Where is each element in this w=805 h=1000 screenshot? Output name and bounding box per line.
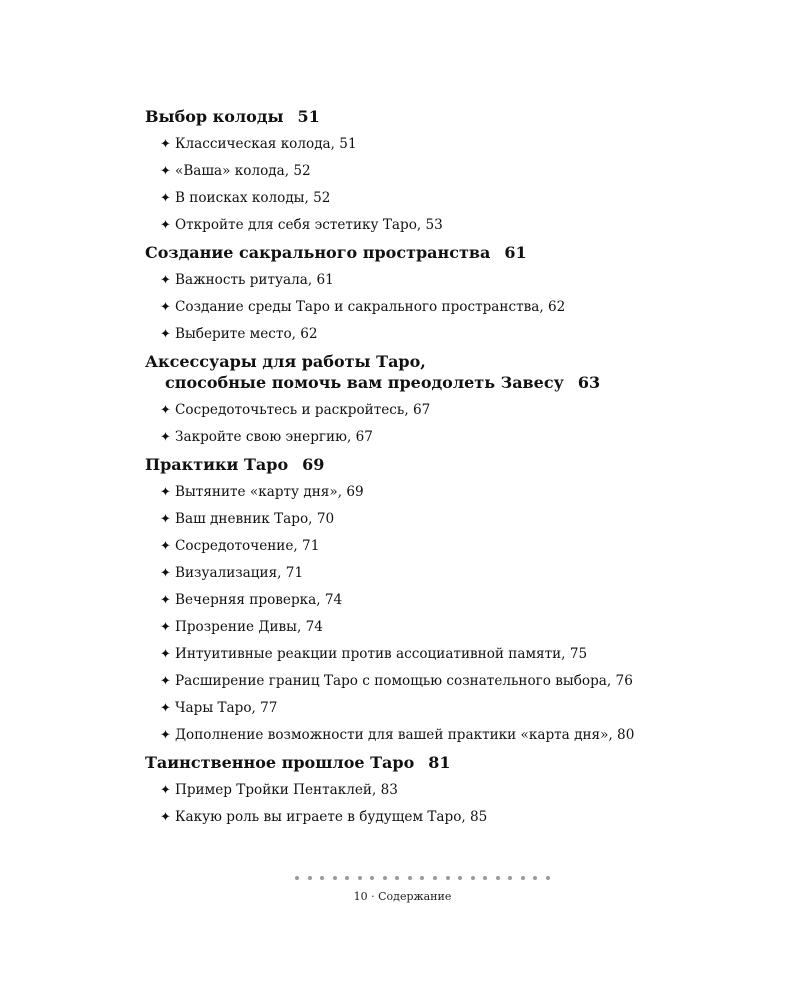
- toc-item[interactable]: [145, 560, 785, 587]
- footer-separator: ·: [371, 890, 375, 903]
- divider-dot: [546, 876, 550, 880]
- divider-dot: [420, 876, 424, 880]
- star-bullet-icon: ✦: [160, 512, 171, 527]
- footer-label: Содержание: [378, 890, 452, 903]
- star-bullet-icon: ✦: [160, 164, 171, 179]
- toc-item-text: Сосредоточьтесь и раскройтесь, 67: [175, 402, 431, 418]
- star-bullet-icon: ✦: [160, 674, 171, 689]
- toc-item-text: Вытяните «карту дня», 69: [175, 484, 364, 500]
- section-items: [145, 479, 785, 749]
- toc-item-text: Создание среды Таро и сакрального пространства, 62: [175, 299, 566, 315]
- star-bullet-icon: ✦: [160, 728, 171, 743]
- section-title-text: Создание сакрального пространства: [145, 243, 491, 262]
- toc-item[interactable]: [145, 321, 785, 348]
- table-of-contents: [145, 106, 785, 834]
- star-bullet-icon: ✦: [160, 191, 171, 206]
- toc-item[interactable]: [145, 267, 785, 294]
- toc-item[interactable]: [145, 506, 785, 533]
- toc-item-text: Классическая колода, 51: [175, 136, 357, 152]
- section-page-number: 63: [577, 373, 601, 392]
- star-bullet-icon: ✦: [160, 327, 171, 342]
- star-bullet-icon: ✦: [160, 810, 171, 825]
- toc-item-text: Ваш дневник Таро, 70: [175, 511, 335, 527]
- toc-section: [145, 242, 785, 348]
- section-title-text: Практики Таро: [145, 455, 289, 474]
- section-title-text: Таинственное прошлое Таро: [145, 753, 415, 772]
- toc-item-text: Визуализация, 71: [175, 565, 304, 581]
- toc-item[interactable]: [145, 212, 785, 239]
- toc-item[interactable]: [145, 158, 785, 185]
- toc-section: [145, 454, 785, 749]
- divider-dot: [395, 876, 399, 880]
- divider-dot: [458, 876, 462, 880]
- toc-item[interactable]: [145, 641, 785, 668]
- toc-section: [145, 752, 785, 831]
- section-title[interactable]: [145, 752, 785, 773]
- divider-dot: [483, 876, 487, 880]
- section-title[interactable]: [145, 242, 785, 263]
- section-items: [145, 777, 785, 831]
- toc-item-text: В поисках колоды, 52: [175, 190, 331, 206]
- divider-dot: [345, 876, 349, 880]
- page-number: 10: [353, 890, 368, 903]
- toc-item-text: Прозрение Дивы, 74: [175, 619, 323, 635]
- divider-dot: [408, 876, 412, 880]
- toc-item-text: Откройте для себя эстетику Таро, 53: [175, 217, 443, 233]
- section-title-line2: [145, 372, 785, 393]
- toc-item-text: Дополнение возможности для вашей практики «карта дня», 80: [175, 727, 635, 743]
- divider-dot: [496, 876, 500, 880]
- toc-item[interactable]: [145, 722, 785, 749]
- toc-item-text: Сосредоточение, 71: [175, 538, 320, 554]
- toc-item-text: Закройте свою энергию, 67: [175, 429, 373, 445]
- star-bullet-icon: ✦: [160, 300, 171, 315]
- star-bullet-icon: ✦: [160, 566, 171, 581]
- divider-dot: [433, 876, 437, 880]
- divider-dot: [333, 876, 337, 880]
- toc-item[interactable]: [145, 614, 785, 641]
- toc-item-text: Расширение границ Таро с помощью сознательного выбора, 76: [175, 673, 633, 689]
- star-bullet-icon: ✦: [160, 430, 171, 445]
- star-bullet-icon: ✦: [160, 647, 171, 662]
- section-page-number: 61: [504, 243, 527, 262]
- divider-dot: [295, 876, 299, 880]
- toc-item[interactable]: [145, 804, 785, 831]
- star-bullet-icon: ✦: [160, 218, 171, 233]
- section-title-text: Аксессуары для работы Таро,: [145, 352, 426, 371]
- toc-item[interactable]: [145, 294, 785, 321]
- toc-item-text: Важность ритуала, 61: [175, 272, 334, 288]
- star-bullet-icon: ✦: [160, 539, 171, 554]
- toc-item[interactable]: [145, 668, 785, 695]
- section-page-number: 81: [428, 753, 451, 772]
- toc-item-text: Какую роль вы играете в будущем Таро, 85: [175, 809, 488, 825]
- star-bullet-icon: ✦: [160, 620, 171, 635]
- toc-item[interactable]: [145, 479, 785, 506]
- toc-item-text: Пример Тройки Пентаклей, 83: [175, 782, 398, 798]
- toc-item[interactable]: [145, 185, 785, 212]
- divider-dot: [358, 876, 362, 880]
- toc-item[interactable]: [145, 533, 785, 560]
- page-footer: [0, 890, 805, 903]
- toc-item[interactable]: [145, 777, 785, 804]
- divider-dot: [508, 876, 512, 880]
- toc-item[interactable]: [145, 695, 785, 722]
- toc-item[interactable]: [145, 424, 785, 451]
- divider-dot: [383, 876, 387, 880]
- star-bullet-icon: ✦: [160, 593, 171, 608]
- toc-item-text: Вечерняя проверка, 74: [175, 592, 343, 608]
- star-bullet-icon: ✦: [160, 273, 171, 288]
- divider-dot: [521, 876, 525, 880]
- section-title[interactable]: [145, 106, 785, 127]
- toc-section: [145, 106, 785, 239]
- star-bullet-icon: ✦: [160, 701, 171, 716]
- section-title[interactable]: [145, 454, 785, 475]
- footer-dot-divider: [295, 876, 550, 880]
- toc-item-text: Выберите место, 62: [175, 326, 318, 342]
- divider-dot: [320, 876, 324, 880]
- section-title-text-line2: способные помочь вам преодолеть Завесу: [165, 373, 564, 392]
- toc-item-text: Интуитивные реакции против ассоциативной памяти, 75: [175, 646, 588, 662]
- divider-dot: [308, 876, 312, 880]
- section-items: [145, 397, 785, 451]
- divider-dot: [446, 876, 450, 880]
- toc-item[interactable]: [145, 131, 785, 158]
- toc-item[interactable]: [145, 397, 785, 424]
- divider-dot: [370, 876, 374, 880]
- star-bullet-icon: ✦: [160, 783, 171, 798]
- star-bullet-icon: ✦: [160, 403, 171, 418]
- section-title-text: Выбор колоды: [145, 107, 284, 126]
- section-page-number: 51: [297, 107, 320, 126]
- section-items: [145, 131, 785, 239]
- section-items: [145, 267, 785, 348]
- section-page-number: 69: [302, 455, 325, 474]
- star-bullet-icon: ✦: [160, 485, 171, 500]
- star-bullet-icon: ✦: [160, 137, 171, 152]
- toc-item-text: Чары Таро, 77: [175, 700, 278, 716]
- section-title[interactable]: [145, 351, 785, 393]
- toc-item-text: «Ваша» колода, 52: [175, 163, 311, 179]
- divider-dot: [471, 876, 475, 880]
- toc-section: [145, 351, 785, 451]
- toc-item[interactable]: [145, 587, 785, 614]
- divider-dot: [533, 876, 537, 880]
